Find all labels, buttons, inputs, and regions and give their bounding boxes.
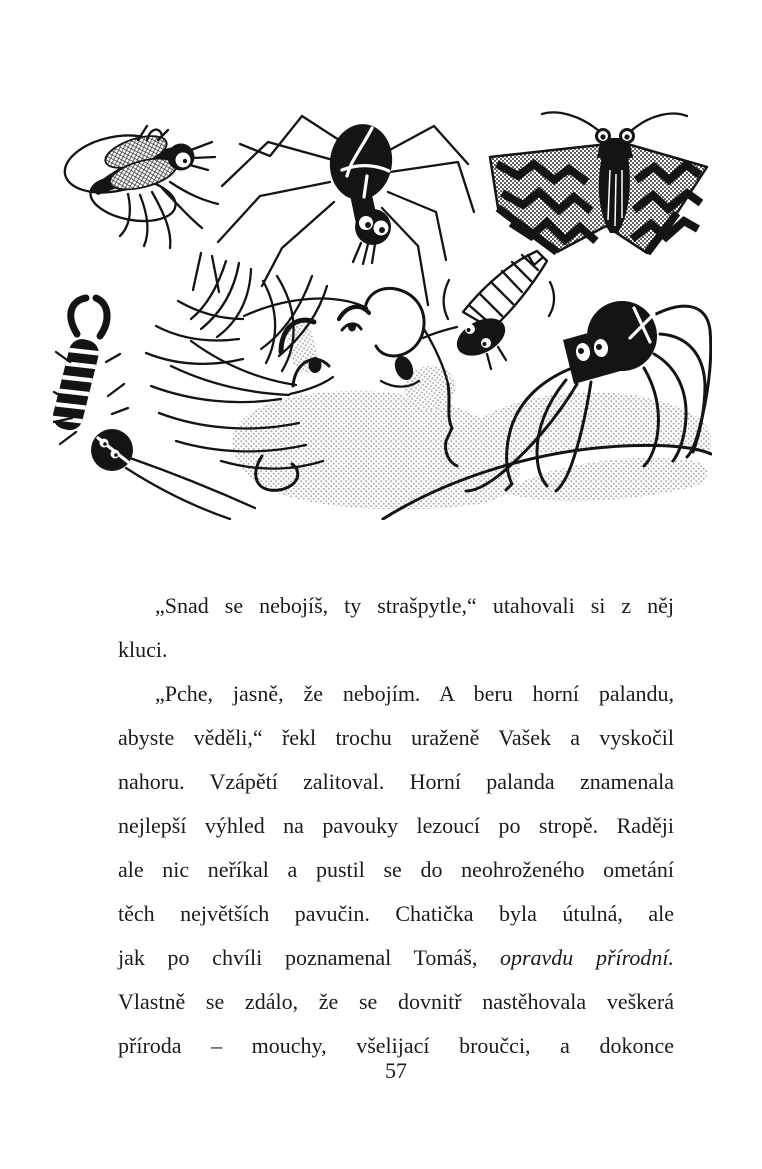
text-line [118, 804, 674, 848]
text-line [118, 760, 674, 804]
text-segment: jak po chvíli poznamenal Tomáš, [118, 945, 500, 970]
page-number: 57 [385, 1058, 407, 1083]
text-segment: Vlastně se zdálo, že se dovnitř nastěhovala veškerá [118, 989, 674, 1014]
text-segment: „Snad se nebojíš, ty strašpytle,“ utahovali si z něj [155, 593, 674, 618]
text-line [118, 672, 674, 716]
text-segment: těch největších pavučin. Chatička byla útulná, ale [118, 901, 674, 926]
text-line [118, 716, 674, 760]
fly-drawing [60, 126, 218, 248]
text-segment: příroda – mouchy, všelijací broučci, a dokonce [118, 1033, 674, 1058]
illustration [50, 100, 712, 520]
text-block [118, 584, 674, 1068]
text-line [118, 848, 674, 892]
text-line [118, 936, 674, 980]
text-segment: opravdu přírodní. [499, 945, 674, 970]
text-segment: ale nic neříkal a pustil se do neohroženého ometání [118, 857, 674, 882]
text-segment: nejlepší výhled na pavouky lezoucí po stropě. Raději [118, 813, 674, 838]
text-segment: „Pche, jasně, že nebojím. A beru horní palandu, [155, 681, 674, 706]
butterfly-drawing [490, 112, 707, 253]
text-line [118, 892, 674, 936]
text-segment: nahoru. Vzápětí zalitoval. Horní palanda znamenala [118, 769, 674, 794]
text-line [118, 584, 674, 628]
text-segment: kluci. [118, 637, 168, 662]
ceiling-spider-drawing [218, 116, 474, 305]
text-segment: abyste věděli,“ řekl trochu uraženě Vašek a vyskočil [118, 725, 674, 750]
water-bug-drawing [423, 251, 554, 369]
text-line [118, 628, 674, 672]
text-line [118, 980, 674, 1024]
